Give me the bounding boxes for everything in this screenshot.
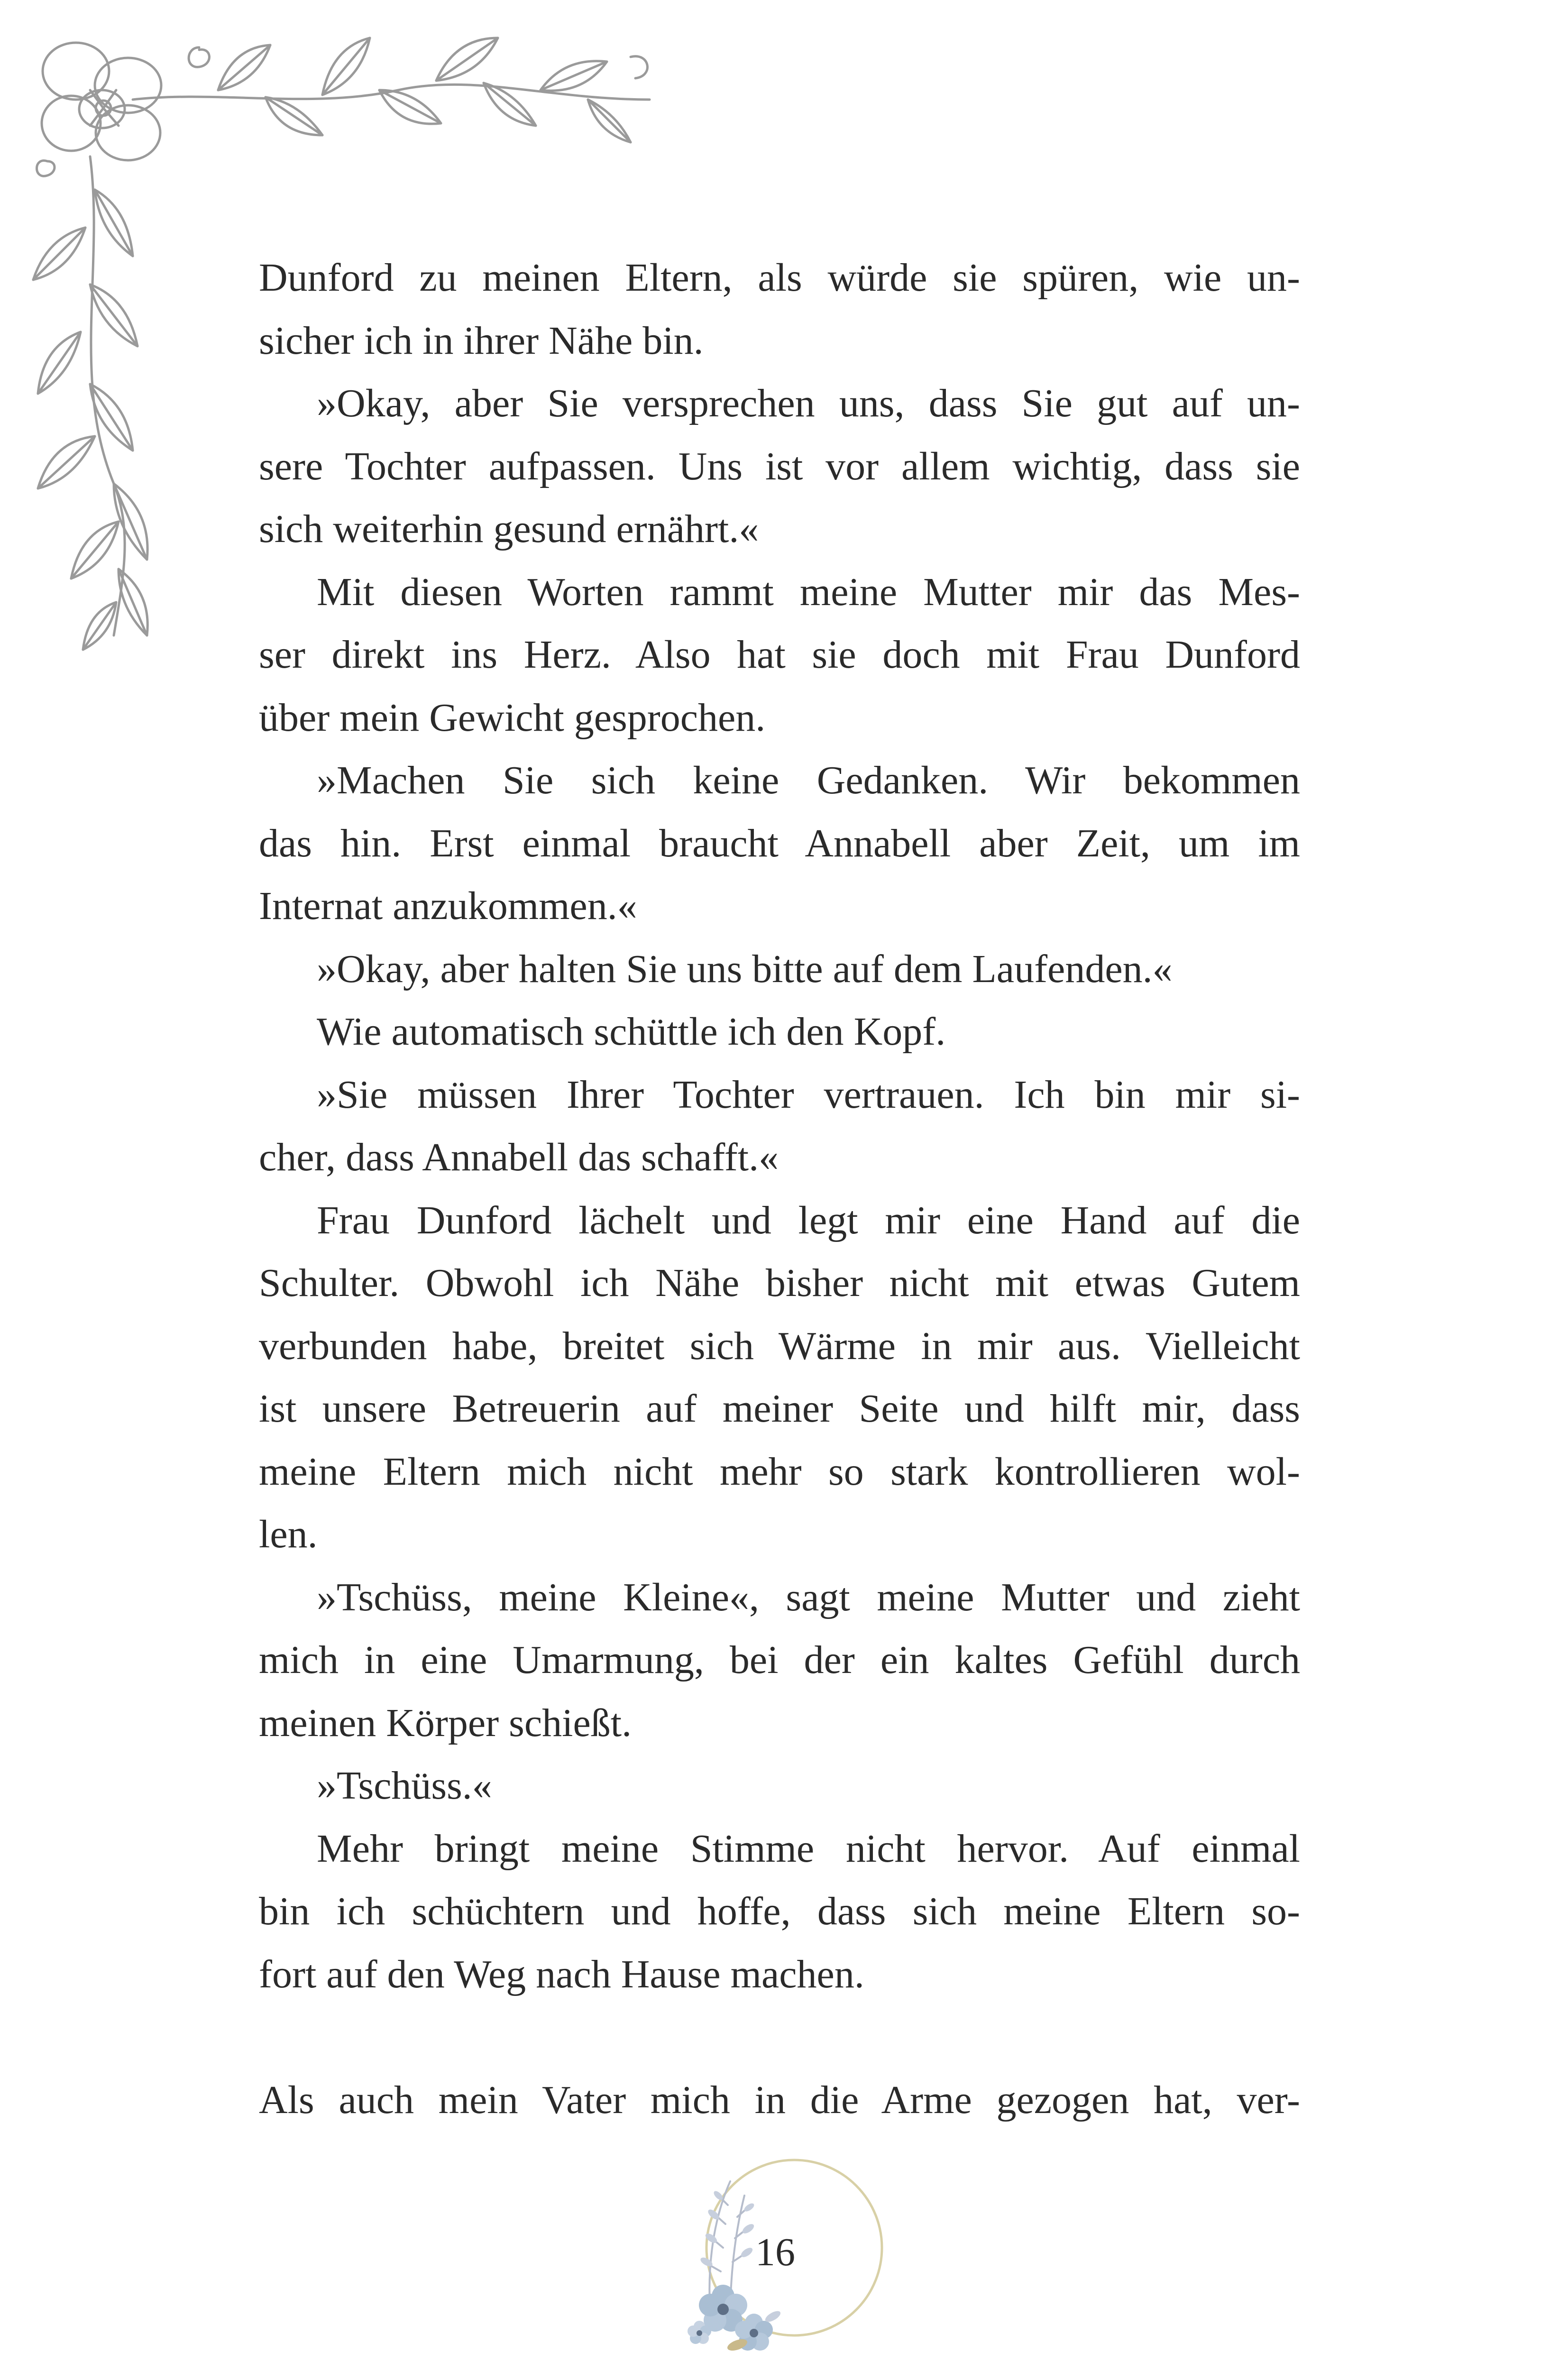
body-text	[259, 247, 1300, 2132]
text-line: »Okay, aber Sie versprechen uns, dass Sie gut auf un-	[317, 381, 1300, 425]
text-line: meinen Körper schießt.	[259, 1700, 632, 1745]
text-line: cher, dass Annabell das schafft.«	[259, 1135, 779, 1179]
text-line: len.	[259, 1512, 318, 1556]
text-line: über mein Gewicht gesprochen.	[259, 695, 766, 740]
text-line: Mit diesen Worten rammt meine Mutter mir das Mes-	[317, 570, 1300, 614]
text-line: sicher ich in ihrer Nähe bin.	[259, 318, 704, 363]
text-line: »Tschüss.«	[317, 1764, 492, 1808]
text-line: ist unsere Betreuerin auf meiner Seite und hilft mir, dass	[259, 1387, 1300, 1431]
text-line: »Machen Sie sich keine Gedanken. Wir bekommen	[317, 758, 1300, 802]
text-line: »Okay, aber halten Sie uns bitte auf dem Laufenden.«	[317, 947, 1173, 991]
text-line: sich weiterhin gesund ernährt.«	[259, 507, 759, 551]
page-number: 16	[755, 2230, 795, 2274]
text-line: fort auf den Weg nach Hause machen.	[259, 1952, 864, 1996]
text-line: Internat anzukommen.«	[259, 884, 637, 928]
text-line: mich in eine Umarmung, bei der ein kaltes Gefühl durch	[259, 1638, 1300, 1682]
text-line: sere Tochter aufpassen. Uns ist vor allem wichtig, dass sie	[259, 444, 1300, 488]
text-line: Frau Dunford lächelt und legt mir eine Hand auf die	[317, 1198, 1300, 1242]
text-line: Mehr bringt meine Stimme nicht hervor. Auf einmal	[317, 1826, 1300, 1871]
text-line: »Tschüss, meine Kleine«, sagt meine Mutter und zieht	[317, 1575, 1300, 1619]
text-line: Dunford zu meinen Eltern, als würde sie spüren, wie un-	[259, 256, 1300, 300]
text-line: Schulter. Obwohl ich Nähe bisher nicht mit etwas Gutem	[259, 1261, 1300, 1305]
text-line: ser direkt ins Herz. Also hat sie doch mit Frau Dunford	[259, 633, 1300, 677]
text-line: meine Eltern mich nicht mehr so stark kontrollieren wol-	[259, 1449, 1300, 1494]
blank-line	[259, 2006, 1300, 2069]
text-line: verbunden habe, breitet sich Wärme in mir aus. Vielleicht	[259, 1323, 1300, 1368]
text-line: »Sie müssen Ihrer Tochter vertrauen. Ich bin mir si-	[317, 1072, 1300, 1117]
text-line: Als auch mein Vater mich in die Arme gezogen hat, ver-	[259, 2077, 1300, 2122]
text-line: bin ich schüchtern und hoffe, dass sich meine Eltern so-	[259, 1889, 1300, 1933]
text-line: das hin. Erst einmal braucht Annabell aber Zeit, um im	[259, 821, 1300, 865]
text-line: Wie automatisch schüttle ich den Kopf.	[317, 1010, 946, 1054]
